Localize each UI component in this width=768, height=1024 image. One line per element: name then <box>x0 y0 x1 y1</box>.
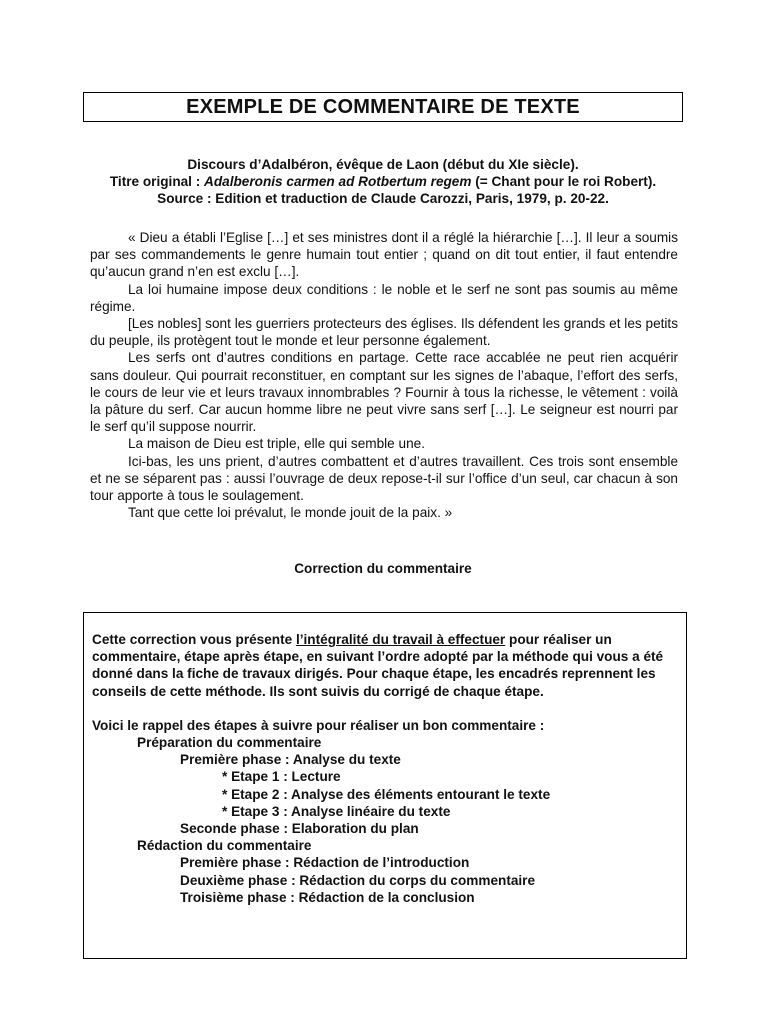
quote-paragraph: La maison de Dieu est triple, elle qui semble une. <box>128 436 425 452</box>
preparation-step-2: * Etape 2 : Analyse des éléments entourant le texte <box>222 786 551 802</box>
preparation-list <box>92 734 678 837</box>
document-title <box>83 92 683 122</box>
redaction-title: Rédaction du commentaire <box>137 838 312 854</box>
quote-paragraph: [Les nobles] sont les guerriers protecteurs des églises. Ils défendent les grands et les petits du peuple, ils protègent tout le monde et leur personne également. <box>90 316 678 349</box>
preparation-phase-1: Première phase : Analyse du texte <box>180 752 401 768</box>
quote-paragraph: « Dieu a établi l’Eglise […] et ses ministres dont il a réglé la hiérarchie […]. Il leur a soumis par ses commandements le genre humain tout entier ; quand on dit tout entier, il faut entendre qu’aucun grand n’en est exclu […]. <box>90 230 678 280</box>
intro-underlined: l’intégralité du travail à effectuer <box>295 632 506 647</box>
intro-after: pour réaliser un commentaire, étape après étape, en suivant l’ordre adopté par la méthode qui vous a été donné dans la fiche de travaux dirigés. Pour chaque étape, les encadrés reprennent les conseils de cette méthode. Ils sont suivis du corrigé de chaque étape. <box>92 632 664 699</box>
redaction-phase-3: Troisième phase : Rédaction de la conclusion <box>180 889 475 905</box>
document-title-text: EXEMPLE DE COMMENTAIRE DE TEXTE <box>186 95 580 118</box>
quote-paragraph: Tant que cette loi prévalut, le monde jouit de la paix. » <box>128 505 453 521</box>
redaction-phase-1: Première phase : Rédaction de l’introduction <box>180 855 470 871</box>
source-line-2-suffix: (= Chant pour le roi Robert). <box>471 174 657 189</box>
intro-before: Cette correction vous présente <box>92 632 296 647</box>
quote-paragraph: Ici-bas, les uns prient, d’autres combattent et d’autres travaillent. Ces trois sont ensemble et ne se séparent pas : aussi l’ouvrage de deux repose-t-il sur l’office d’un seul, car chacun à son tour apporte à tous le soulagement. <box>90 453 678 504</box>
method-intro <box>92 631 678 700</box>
steps-intro: Voici le rappel des étapes à suivre pour réaliser un bon commentaire : <box>92 717 545 733</box>
source-line-3: Source : Edition et traduction de Claude Carozzi, Paris, 1979, p. 20-22. <box>157 191 609 206</box>
source-header <box>83 156 683 207</box>
quoted-text <box>90 229 678 521</box>
preparation-title: Préparation du commentaire <box>137 735 322 751</box>
redaction-list <box>92 837 678 906</box>
quote-paragraph: Les serfs ont d’autres conditions en partage. Cette race accablée ne peut rien acquérir sans douleur. Qui pourrait reconstituer, en comptant sur les signes de l’abaque, l’effort des serfs, le cours de leur vie et leurs travaux innombrables ? Fournir à tous la richesse, le vêtement : voilà la pâture du serf. Car aucun homme libre ne peut vivre sans serf […]. Le seigneur est nourri par le serf qu’il suppose nourrir. <box>90 350 678 435</box>
source-line-2-prefix: Titre original : <box>109 174 205 189</box>
source-line-2 <box>83 173 683 190</box>
correction-heading: Correction du commentaire <box>294 561 472 576</box>
preparation-step-1: * Etape 1 : Lecture <box>222 769 341 785</box>
original-title: Adalberonis carmen ad Rotbertum regem <box>204 174 472 189</box>
source-line-1: Discours d’Adalbéron, évêque de Laon (début du XIe siècle). <box>187 157 579 172</box>
redaction-phase-2: Deuxième phase : Rédaction du corps du commentaire <box>180 872 536 888</box>
quote-paragraph: La loi humaine impose deux conditions : le noble et le serf ne sont pas soumis au même régime. <box>90 281 678 314</box>
method-box <box>83 612 687 959</box>
preparation-phase-2: Seconde phase : Elaboration du plan <box>180 821 419 837</box>
preparation-step-3: * Etape 3 : Analyse linéaire du texte <box>222 803 451 819</box>
